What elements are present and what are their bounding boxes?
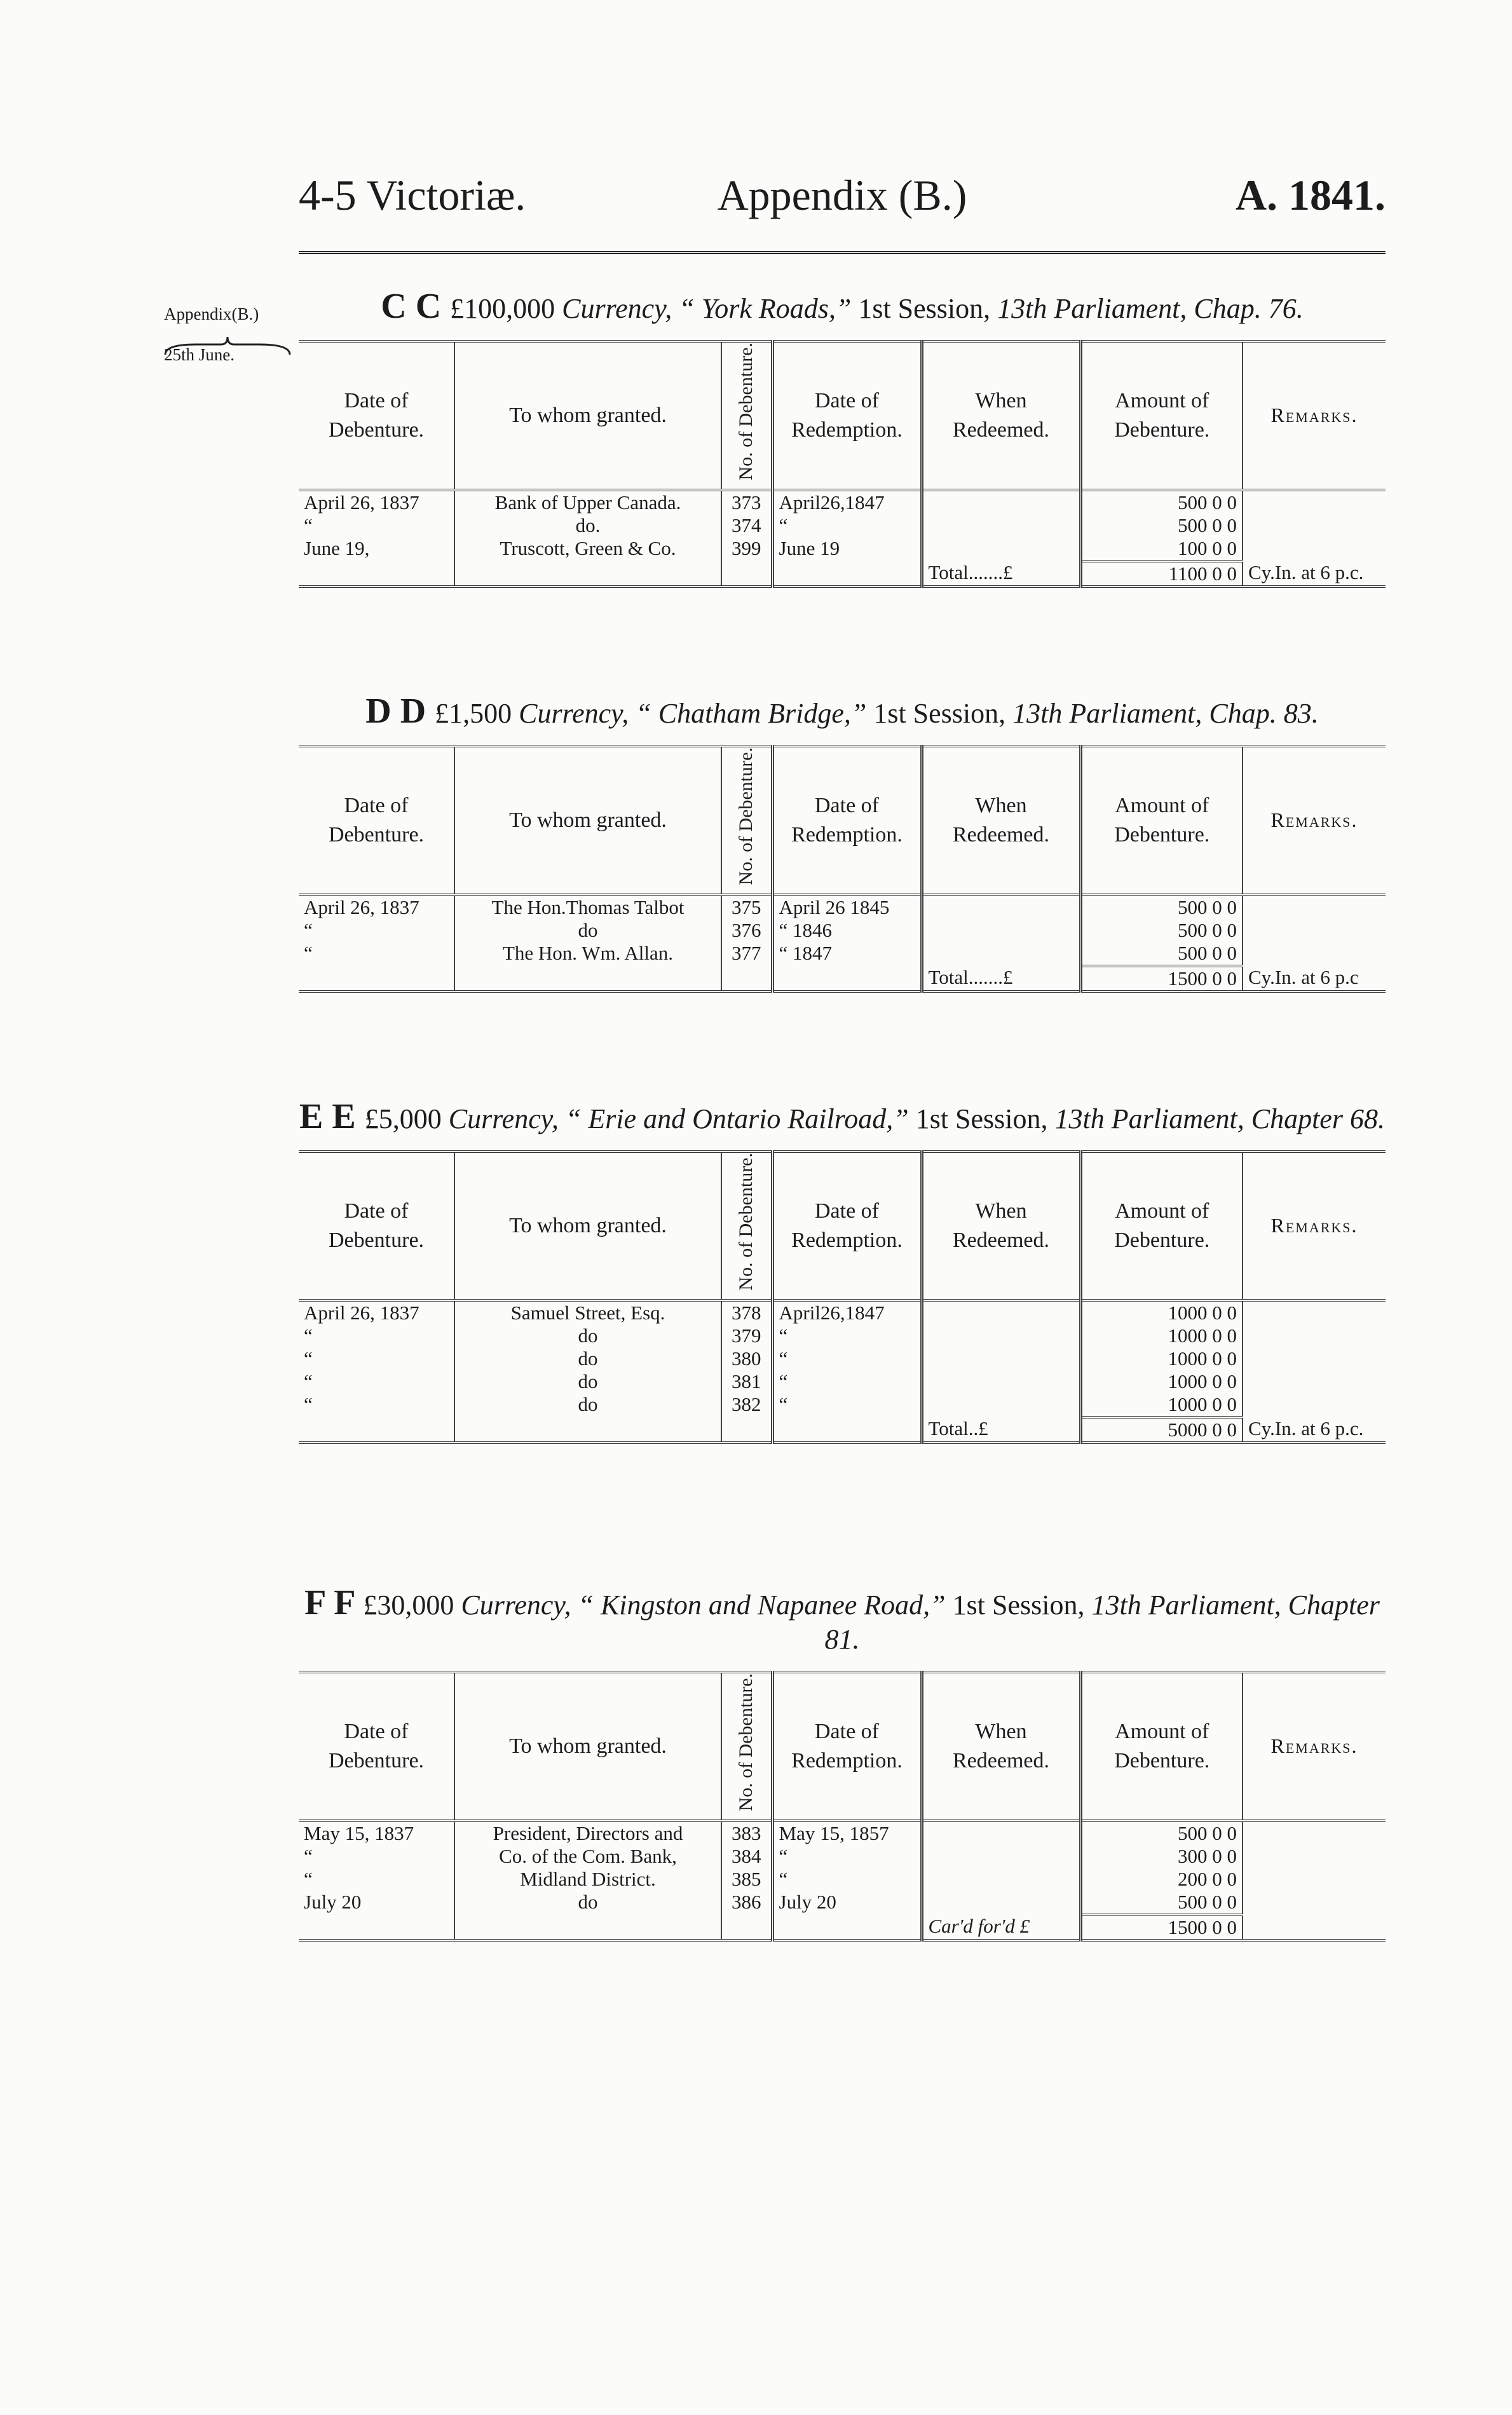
col-date-of-redemption: Date of Redemption.: [772, 1672, 922, 1821]
col-when-redeemed: When Redeemed.: [922, 1672, 1080, 1821]
total-blank-granted: [454, 561, 721, 587]
list-item: June 19,: [304, 536, 370, 559]
cell-remarks: [1243, 1300, 1386, 1417]
total-blank-redemption: [772, 1915, 922, 1940]
section-currency: Currency,: [562, 293, 679, 324]
cell-amount: [1080, 895, 1243, 966]
section-chapter: Chapter 68.: [1251, 1103, 1385, 1134]
total-blank-date: [299, 1915, 454, 1940]
col-to-whom-granted: To whom granted.: [454, 1152, 721, 1300]
cell-redeemed: [922, 895, 1080, 966]
list-item: May 15, 1837: [304, 1821, 414, 1844]
list-item: 380: [732, 1347, 761, 1370]
section-parliament: 13th Parliament,: [1054, 1103, 1251, 1134]
total-remark: [1243, 1915, 1386, 1940]
section-title: [299, 289, 1386, 326]
section-title: [299, 691, 1386, 731]
list-item: “: [779, 1392, 788, 1415]
section-letters: E E: [299, 1097, 365, 1136]
list-item: April26,1847: [779, 1301, 885, 1324]
list-item: 1000 0 0: [1168, 1347, 1237, 1370]
list-item: The Hon. Wm. Allan.: [502, 941, 674, 964]
col-amount-of-debenture: Amount of Debenture.: [1080, 746, 1243, 895]
total-blank-granted: [454, 1915, 721, 1940]
list-item: “ 1846: [779, 918, 833, 941]
list-item: 375: [732, 895, 761, 918]
cell-redemption: [772, 895, 922, 966]
table-header-row: [299, 1152, 1386, 1300]
list-item: Co. of the Com. Bank,: [499, 1844, 677, 1867]
list-item: 500 0 0: [1178, 1821, 1237, 1844]
col-date-of-redemption: Date of Redemption.: [772, 341, 922, 490]
list-item: “: [779, 1844, 788, 1867]
list-item: 383: [732, 1821, 761, 1844]
total-remark: Cy.In. at 6 p.c.: [1243, 561, 1386, 587]
list-item: June 19: [779, 536, 840, 559]
cell-redeemed: [922, 1821, 1080, 1915]
list-item: 1000 0 0: [1168, 1370, 1237, 1392]
cell-redeemed: [922, 490, 1080, 561]
col-no-of-debenture: No. of Debenture.: [721, 341, 772, 490]
cell-date: [299, 490, 454, 561]
col-date-of-redemption: Date of Redemption.: [772, 746, 922, 895]
list-item: “: [304, 941, 313, 964]
section-currency: Currency,: [448, 1103, 566, 1134]
list-item: Bank of Upper Canada.: [494, 491, 681, 514]
list-item: do: [578, 1324, 598, 1347]
list-item: do: [578, 1890, 598, 1913]
cell-granted: [454, 895, 721, 966]
cell-date: [299, 1300, 454, 1417]
list-item: do: [578, 1370, 598, 1392]
list-item: 500 0 0: [1178, 918, 1237, 941]
cell-date: [299, 895, 454, 966]
cell-redemption: [772, 1300, 922, 1417]
col-date-of-debenture: Date of Debenture.: [299, 1152, 454, 1300]
total-blank-redemption: [772, 561, 922, 587]
list-item: 379: [732, 1324, 761, 1347]
total-amount: 1500 0 0: [1080, 966, 1243, 991]
col-date-of-debenture: Date of Debenture.: [299, 1672, 454, 1821]
list-item: April 26 1845: [779, 895, 890, 918]
col-date-of-debenture: Date of Debenture.: [299, 746, 454, 895]
section-currency: Currency,: [461, 1589, 578, 1621]
list-item: 500 0 0: [1178, 514, 1237, 536]
total-amount: 1500 0 0: [1080, 1915, 1243, 1940]
section-letters: D D: [365, 691, 435, 731]
col-remarks: Remarks.: [1243, 341, 1386, 490]
list-item: “: [304, 514, 313, 536]
total-amount: 5000 0 0: [1080, 1417, 1243, 1443]
list-item: “: [304, 1347, 313, 1370]
section-parliament: 13th Parliament,: [997, 293, 1194, 324]
table-body-row: [299, 1821, 1386, 1915]
total-remark: Cy.In. at 6 p.c: [1243, 966, 1386, 991]
list-item: “: [304, 1324, 313, 1347]
cell-number: [721, 895, 772, 966]
col-when-redeemed: When Redeemed.: [922, 746, 1080, 895]
col-amount-of-debenture: Amount of Debenture.: [1080, 1672, 1243, 1821]
section-chapter: Chap. 83.: [1209, 698, 1319, 729]
col-remarks: Remarks.: [1243, 1152, 1386, 1300]
list-item: 378: [732, 1301, 761, 1324]
list-item: April 26, 1837: [304, 491, 419, 514]
cell-date: [299, 1821, 454, 1915]
table-body-row: [299, 1300, 1386, 1417]
section-session: 1st Session,: [952, 1589, 1092, 1621]
section-session: 1st Session,: [915, 1103, 1055, 1134]
col-when-redeemed: When Redeemed.: [922, 341, 1080, 490]
section-name: “ Chatham Bridge,”: [636, 698, 874, 729]
list-item: “: [779, 514, 788, 536]
total-blank-granted: [454, 1417, 721, 1443]
cell-granted: [454, 1821, 721, 1915]
section-kingston-napanee-road: [299, 1583, 1386, 1942]
table-header-row: [299, 746, 1386, 895]
list-item: 500 0 0: [1178, 1890, 1237, 1913]
section-chapter: Chap. 76.: [1194, 293, 1304, 324]
list-item: 500 0 0: [1178, 491, 1237, 514]
total-blank-date: [299, 1417, 454, 1443]
list-item: 384: [732, 1844, 761, 1867]
debenture-table: [299, 1671, 1386, 1942]
table-body-row: [299, 895, 1386, 966]
list-item: “: [304, 1844, 313, 1867]
section-name: “ York Roads,”: [679, 293, 859, 324]
table-header-row: [299, 1672, 1386, 1821]
section-amount: £100,000: [450, 293, 562, 324]
total-blank-number: [721, 1417, 772, 1443]
section-currency: Currency,: [519, 698, 636, 729]
cell-number: [721, 1300, 772, 1417]
list-item: 385: [732, 1867, 761, 1890]
col-remarks: Remarks.: [1243, 746, 1386, 895]
margin-date: 25th June.: [164, 344, 235, 364]
col-to-whom-granted: To whom granted.: [454, 746, 721, 895]
list-item: 200 0 0: [1178, 1867, 1237, 1890]
section-york-roads: [299, 289, 1386, 588]
total-blank-redemption: [772, 966, 922, 991]
list-item: 377: [732, 941, 761, 964]
cell-redemption: [772, 1821, 922, 1915]
col-when-redeemed: When Redeemed.: [922, 1152, 1080, 1300]
cell-number: [721, 490, 772, 561]
col-amount-of-debenture: Amount of Debenture.: [1080, 1152, 1243, 1300]
list-item: July 20: [304, 1890, 362, 1913]
header-session: 4-5 Victoriæ.: [299, 171, 526, 219]
col-date-of-redemption: Date of Redemption.: [772, 1152, 922, 1300]
list-item: May 15, 1857: [779, 1821, 889, 1844]
list-item: Samuel Street, Esq.: [510, 1301, 665, 1324]
total-label: Total.......£: [922, 966, 1080, 991]
list-item: 399: [732, 536, 761, 559]
col-amount-of-debenture: Amount of Debenture.: [1080, 341, 1243, 490]
cell-remarks: [1243, 490, 1386, 561]
col-date-of-debenture: Date of Debenture.: [299, 341, 454, 490]
list-item: “: [304, 1370, 313, 1392]
total-blank-date: [299, 561, 454, 587]
table-total-row: [299, 1915, 1386, 1940]
list-item: 300 0 0: [1178, 1844, 1237, 1867]
section-amount: £5,000: [364, 1103, 449, 1134]
total-label: Car'd for'd £: [922, 1915, 1080, 1940]
section-parliament: 13th Parliament,: [1012, 698, 1209, 729]
col-no-of-debenture: No. of Debenture.: [721, 1152, 772, 1300]
list-item: do: [578, 1392, 598, 1415]
list-item: “: [304, 918, 313, 941]
list-item: 1000 0 0: [1168, 1324, 1237, 1347]
total-label: Total.......£: [922, 561, 1080, 587]
margin-brace-icon: [164, 336, 291, 357]
section-session: 1st Session,: [873, 698, 1013, 729]
section-chatham-bridge: [299, 691, 1386, 993]
list-item: “ 1847: [779, 941, 833, 964]
list-item: 500 0 0: [1178, 941, 1237, 964]
list-item: 500 0 0: [1178, 895, 1237, 918]
list-item: President, Directors and: [493, 1821, 683, 1844]
col-remarks: Remarks.: [1243, 1672, 1386, 1821]
list-item: April 26, 1837: [304, 895, 419, 918]
list-item: 1000 0 0: [1168, 1392, 1237, 1415]
section-name: “ Kingston and Napanee Road,”: [578, 1589, 953, 1621]
list-item: Truscott, Green & Co.: [500, 536, 676, 559]
table-total-row: [299, 966, 1386, 991]
list-item: “: [779, 1370, 788, 1392]
list-item: “: [779, 1324, 788, 1347]
debenture-table: [299, 340, 1386, 588]
list-item: April26,1847: [779, 491, 885, 514]
debenture-table: [299, 745, 1386, 993]
list-item: The Hon.Thomas Talbot: [491, 895, 684, 918]
list-item: 386: [732, 1890, 761, 1913]
total-blank-granted: [454, 966, 721, 991]
header-rule: [299, 251, 1386, 254]
section-name: “ Erie and Ontario Railroad,”: [565, 1103, 916, 1134]
total-blank-date: [299, 966, 454, 991]
list-item: July 20: [779, 1890, 836, 1913]
list-item: “: [304, 1867, 313, 1890]
col-to-whom-granted: To whom granted.: [454, 341, 721, 490]
section-amount: £1,500: [435, 698, 519, 729]
list-item: do.: [575, 514, 601, 536]
section-erie-ontario-railroad: [299, 1099, 1386, 1444]
section-parliament: 13th Parliament,: [1091, 1589, 1288, 1621]
col-no-of-debenture: No. of Debenture.: [721, 746, 772, 895]
section-session: 1st Session,: [858, 293, 998, 324]
table-total-row: [299, 1417, 1386, 1443]
list-item: 382: [732, 1392, 761, 1415]
list-item: April 26, 1837: [304, 1301, 419, 1324]
table-total-row: [299, 561, 1386, 587]
cell-amount: [1080, 1300, 1243, 1417]
cell-remarks: [1243, 895, 1386, 966]
running-header: [299, 170, 1386, 228]
total-label: Total..£: [922, 1417, 1080, 1443]
section-amount: £30,000: [363, 1589, 461, 1621]
total-blank-number: [721, 966, 772, 991]
col-no-of-debenture: No. of Debenture.: [721, 1672, 772, 1821]
list-item: Midland District.: [520, 1867, 656, 1890]
section-title: [299, 1583, 1386, 1657]
col-to-whom-granted: To whom granted.: [454, 1672, 721, 1821]
table-header-row: [299, 341, 1386, 490]
list-item: 374: [732, 514, 761, 536]
list-item: do: [578, 1347, 598, 1370]
debenture-table: [299, 1150, 1386, 1444]
cell-amount: [1080, 490, 1243, 561]
header-year: A. 1841.: [1235, 171, 1386, 219]
list-item: “: [779, 1867, 788, 1890]
list-item: “: [304, 1392, 313, 1415]
cell-redemption: [772, 490, 922, 561]
cell-granted: [454, 1300, 721, 1417]
cell-granted: [454, 490, 721, 561]
header-appendix: Appendix (B.): [717, 171, 967, 219]
section-title: [299, 1099, 1386, 1136]
list-item: 1000 0 0: [1168, 1301, 1237, 1324]
list-item: “: [779, 1347, 788, 1370]
table-body-row: [299, 490, 1386, 561]
cell-redeemed: [922, 1300, 1080, 1417]
total-remark: Cy.In. at 6 p.c.: [1243, 1417, 1386, 1443]
list-item: 373: [732, 491, 761, 514]
margin-appendix: Appendix(B.): [164, 304, 259, 323]
list-item: 100 0 0: [1178, 536, 1237, 559]
total-blank-redemption: [772, 1417, 922, 1443]
section-letters: F F: [304, 1583, 364, 1622]
total-blank-number: [721, 1915, 772, 1940]
total-blank-number: [721, 561, 772, 587]
list-item: do: [578, 918, 598, 941]
cell-number: [721, 1821, 772, 1915]
section-letters: C C: [381, 287, 451, 326]
cell-remarks: [1243, 1821, 1386, 1915]
list-item: 381: [732, 1370, 761, 1392]
section-chapter: Chapter 81.: [824, 1589, 1380, 1655]
list-item: 376: [732, 918, 761, 941]
total-amount: 1100 0 0: [1080, 561, 1243, 587]
cell-amount: [1080, 1821, 1243, 1915]
